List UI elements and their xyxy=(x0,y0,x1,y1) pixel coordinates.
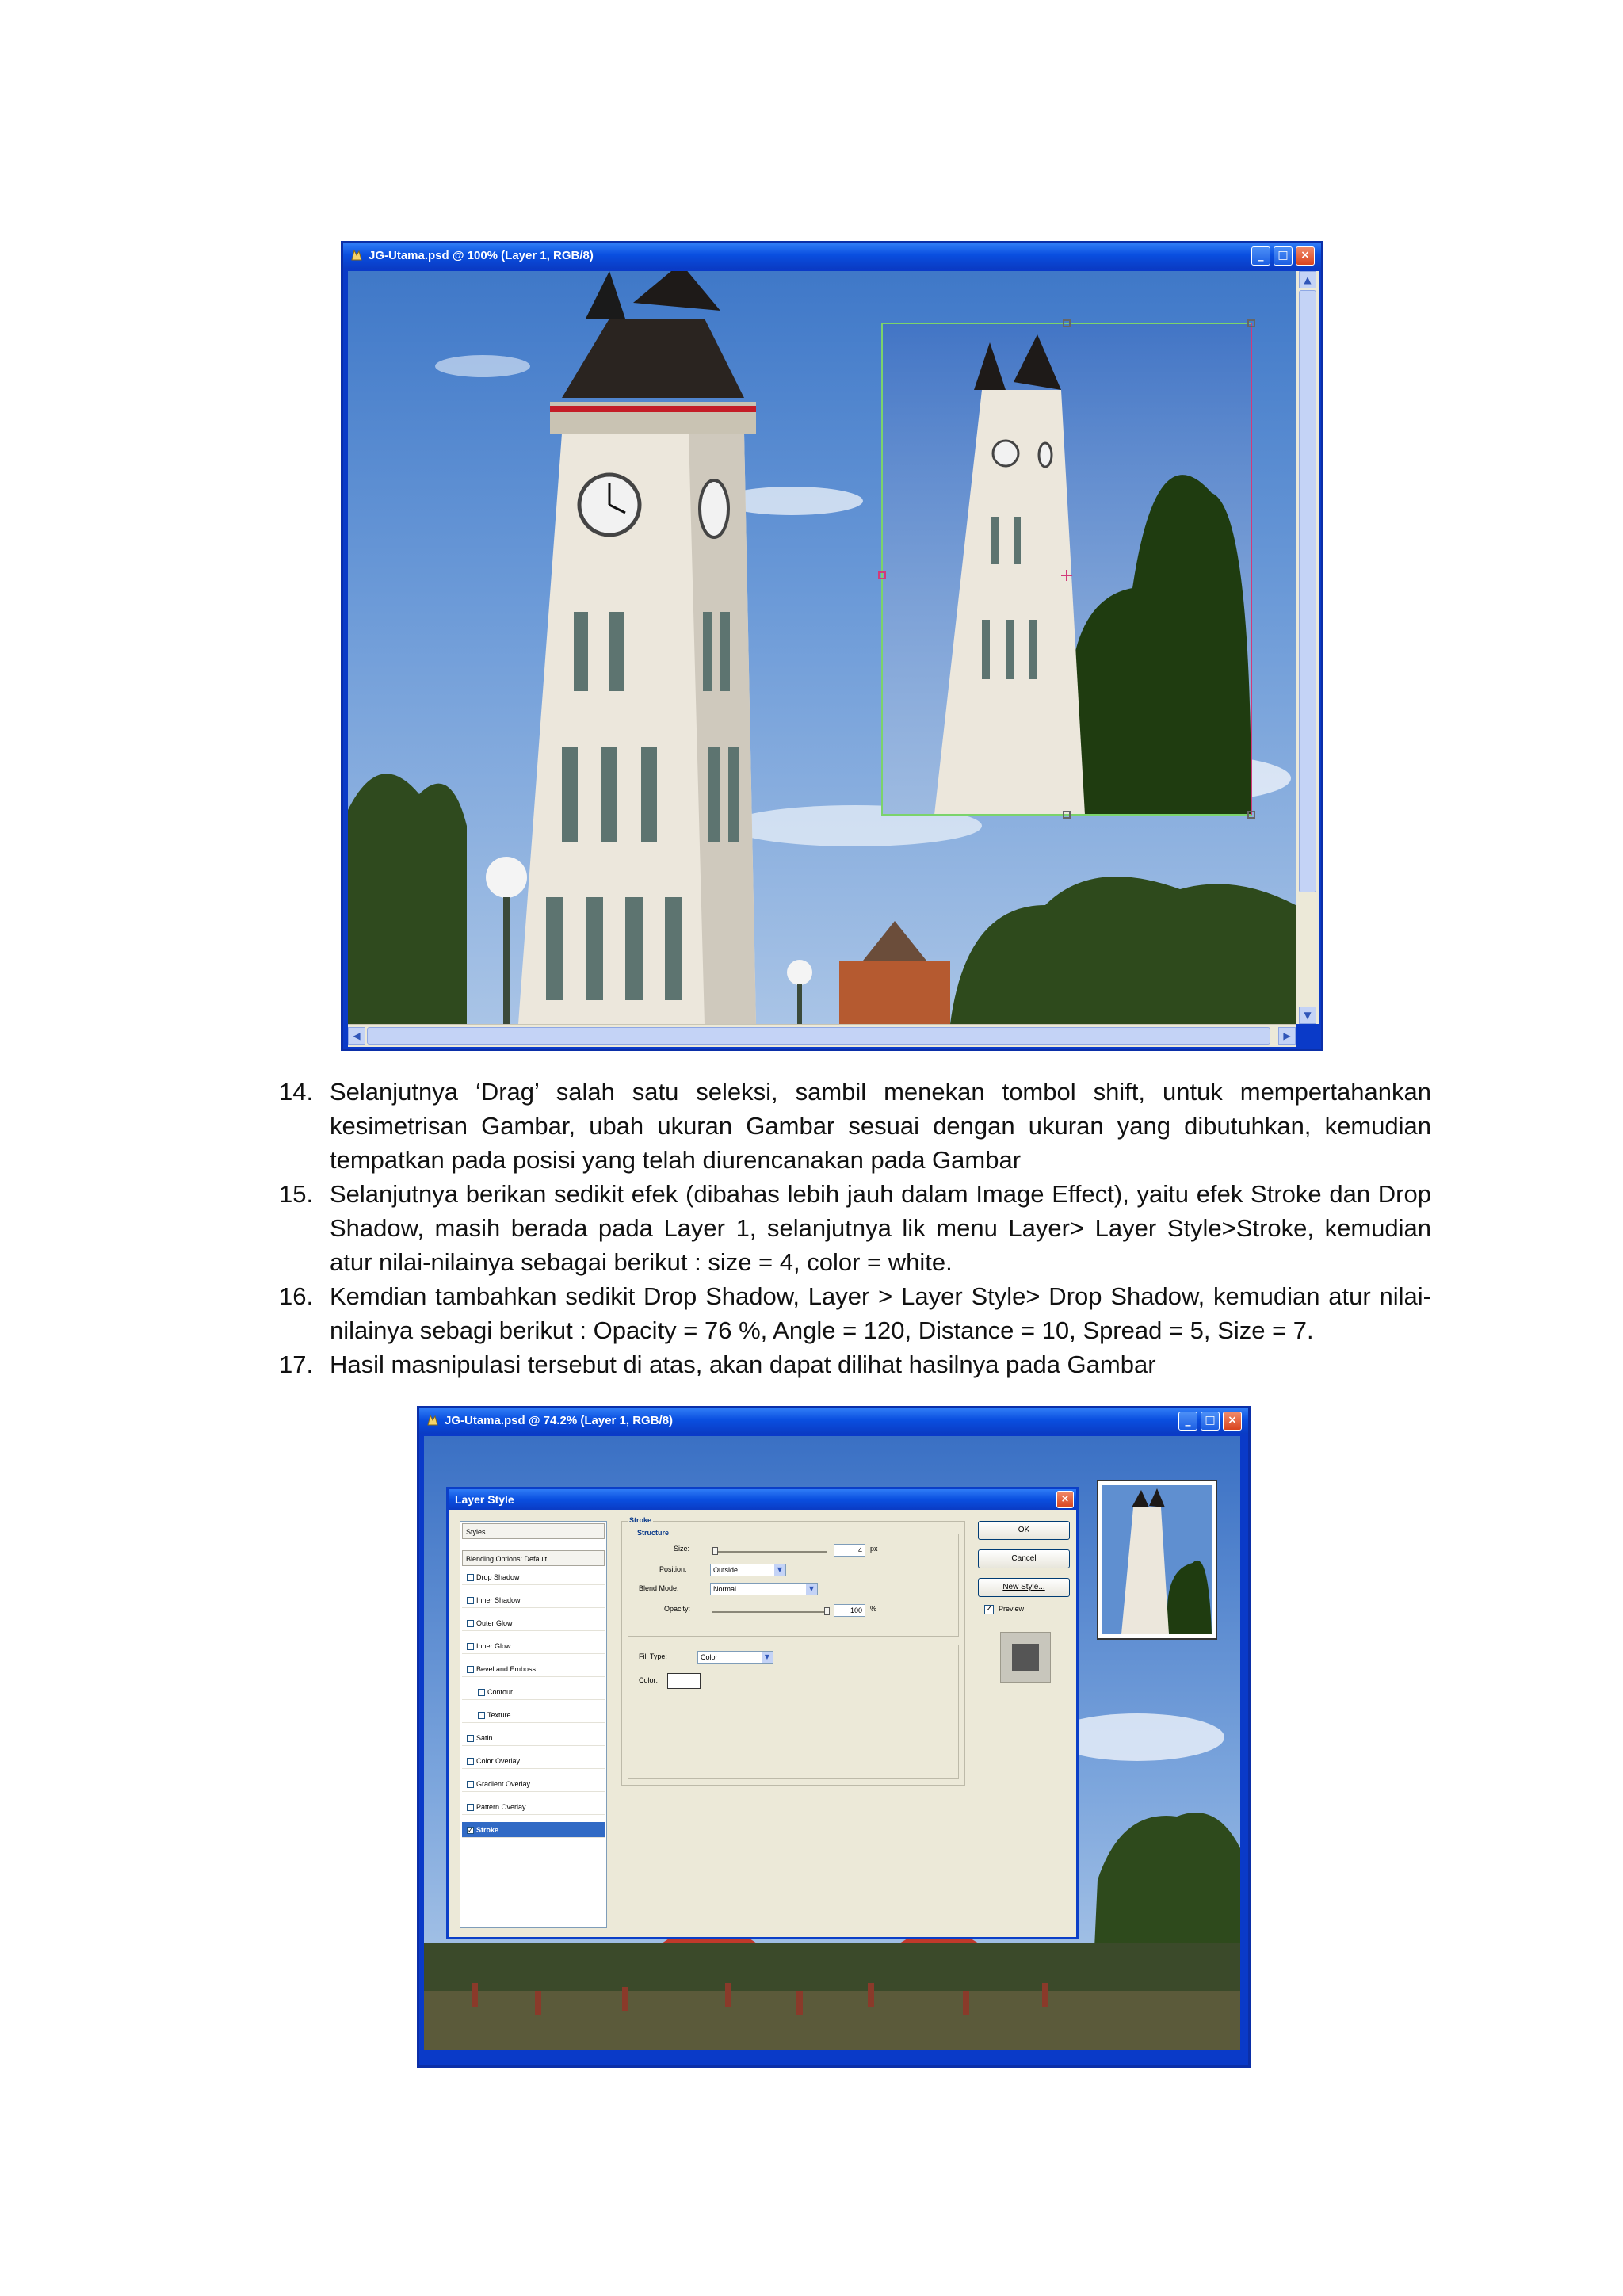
styles-list xyxy=(460,1521,607,1928)
style-item-satin[interactable] xyxy=(462,1730,605,1746)
style-label: Outer Glow xyxy=(476,1619,513,1627)
step-item xyxy=(279,1347,1431,1381)
window-title-bar[interactable] xyxy=(343,243,1321,269)
step-number: 15. xyxy=(279,1180,314,1208)
checkbox-icon[interactable] xyxy=(467,1597,474,1604)
photoshop-document-window-2 xyxy=(417,1406,1251,2068)
step-item xyxy=(279,1075,1431,1177)
vertical-scroll-thumb[interactable] xyxy=(1299,290,1316,892)
fill-type-label: Fill Type: xyxy=(639,1652,667,1660)
chevron-down-icon[interactable]: ▼ xyxy=(762,1652,773,1663)
clock-tower-photo xyxy=(348,271,1296,1024)
close-button[interactable]: × xyxy=(1296,246,1315,266)
preview-checkbox[interactable]: ✓ xyxy=(985,1605,993,1614)
position-label: Position: xyxy=(659,1565,687,1573)
scroll-down-icon[interactable]: ▼ xyxy=(1299,1007,1316,1024)
step-text: Hasil masnipulasi tersebut di atas, akan dapat dilihat hasilnya pada Gambar xyxy=(330,1350,1156,1378)
style-label: Texture xyxy=(487,1711,511,1719)
step-text: Kemdian tambahkan sedikit Drop Shadow, Layer > Layer Style> Drop Shadow, kemudian atur nilai-nilainya sebagi berikut : Opacity = 76 %, Angle = 120, Distance = 10, Spread = 5, Size = 7. xyxy=(330,1282,1431,1344)
step-text: Selanjutnya berikan sedikit efek (dibahas lebih jauh dalam Image Effect), yaitu efek Stroke dan Drop Shadow, masih berada pada Layer 1, selanjutnya lik menu Layer> Layer Style>Stroke, kemudian atur nilai-nilainya sebagai berikut : size = 4, color = white. xyxy=(330,1180,1431,1276)
minimize-button[interactable]: _ xyxy=(1178,1412,1197,1431)
size-label: Size: xyxy=(674,1545,690,1553)
scroll-up-icon[interactable]: ▲ xyxy=(1299,271,1316,288)
scroll-right-icon[interactable]: ▶ xyxy=(1278,1027,1296,1045)
style-label: Drop Shadow xyxy=(476,1573,520,1581)
blend-mode-label: Blend Mode: xyxy=(639,1584,679,1592)
step-number: 17. xyxy=(279,1350,314,1378)
maximize-button[interactable]: □ xyxy=(1201,1412,1220,1431)
preview-square xyxy=(1012,1644,1039,1671)
window-title-bar[interactable] xyxy=(419,1408,1248,1434)
blending-options-item[interactable]: Blending Options: Default xyxy=(462,1550,605,1566)
size-unit: px xyxy=(870,1545,878,1553)
cancel-button[interactable]: Cancel xyxy=(978,1549,1070,1568)
size-slider[interactable] xyxy=(712,1551,827,1553)
step-number: 16. xyxy=(279,1282,314,1310)
style-item-drop-shadow[interactable] xyxy=(462,1569,605,1585)
color-label: Color: xyxy=(639,1676,659,1684)
preview-label: Preview xyxy=(999,1605,1025,1613)
opacity-input[interactable]: 100 xyxy=(834,1604,865,1617)
step-item xyxy=(279,1279,1431,1347)
horizontal-scroll-thumb[interactable] xyxy=(367,1027,1270,1045)
checkbox-icon[interactable] xyxy=(467,1643,474,1650)
blend-mode-value: Normal xyxy=(713,1585,737,1593)
style-label: Pattern Overlay xyxy=(476,1803,526,1811)
checkbox-icon[interactable] xyxy=(478,1689,485,1696)
position-value: Outside xyxy=(713,1566,739,1574)
style-item-pattern-overlay[interactable] xyxy=(462,1799,605,1815)
style-label: Contour xyxy=(487,1688,514,1696)
opacity-unit: % xyxy=(870,1605,877,1613)
style-item-outer-glow[interactable] xyxy=(462,1615,605,1631)
checkbox-icon[interactable] xyxy=(478,1712,485,1719)
style-item-bevel-emboss[interactable] xyxy=(462,1661,605,1677)
checkmark-icon[interactable]: ✓ xyxy=(468,1827,473,1835)
style-item-gradient-overlay[interactable] xyxy=(462,1776,605,1792)
photoshop-app-icon xyxy=(426,1413,440,1427)
style-label: Color Overlay xyxy=(476,1757,521,1765)
layer-style-dialog xyxy=(446,1487,1079,1939)
style-label: Satin xyxy=(476,1734,493,1742)
step-text: Selanjutnya ‘Drag’ salah satu seleksi, sambil menekan tombol shift, untuk mempertahankan kesimetrisan Gambar, ubah ukuran Gambar sesuai dengan ukuran yang dibutuhkan, kemudian tempatkan pada posisi yang telah diurencanakan pada Gambar xyxy=(330,1078,1431,1174)
canvas-photo[interactable] xyxy=(348,271,1296,1024)
blend-mode-select[interactable] xyxy=(710,1583,818,1595)
vertical-scrollbar[interactable] xyxy=(1296,271,1319,1024)
checkbox-icon[interactable] xyxy=(467,1781,474,1788)
window-title: JG-Utama.psd @ 100% (Layer 1, RGB/8) xyxy=(369,249,594,262)
dialog-title[interactable]: Layer Style xyxy=(449,1489,1076,1510)
stroke-group-label: Stroke xyxy=(629,1516,652,1524)
ok-button[interactable]: OK xyxy=(978,1521,1070,1540)
fill-type-select[interactable] xyxy=(697,1651,773,1664)
checkbox-icon[interactable] xyxy=(467,1804,474,1811)
maximize-button[interactable]: □ xyxy=(1274,246,1293,266)
chevron-down-icon[interactable]: ▼ xyxy=(806,1584,817,1595)
scroll-left-icon[interactable]: ◀ xyxy=(348,1027,365,1045)
styles-header[interactable]: Styles xyxy=(462,1523,605,1539)
horizontal-scrollbar[interactable] xyxy=(348,1024,1296,1047)
close-button[interactable]: × xyxy=(1223,1412,1242,1431)
chevron-down-icon[interactable]: ▼ xyxy=(774,1564,785,1576)
minimize-button[interactable]: _ xyxy=(1251,246,1270,266)
opacity-slider[interactable] xyxy=(712,1611,827,1613)
style-item-texture[interactable] xyxy=(462,1707,605,1723)
style-item-stroke[interactable] xyxy=(462,1822,605,1838)
dialog-close-button[interactable]: × xyxy=(1056,1491,1074,1508)
style-label: Bevel and Emboss xyxy=(476,1665,537,1673)
style-label: Inner Shadow xyxy=(476,1596,521,1604)
checkbox-icon[interactable] xyxy=(467,1735,474,1742)
position-select[interactable] xyxy=(710,1564,786,1576)
style-label: Inner Glow xyxy=(476,1642,511,1650)
step-number: 14. xyxy=(279,1078,314,1106)
style-item-contour[interactable] xyxy=(462,1684,605,1700)
instruction-steps xyxy=(279,1075,1431,1381)
fill-type-group xyxy=(628,1645,959,1779)
checkbox-icon[interactable] xyxy=(467,1666,474,1673)
checkbox-icon[interactable] xyxy=(467,1574,474,1581)
style-item-inner-glow[interactable] xyxy=(462,1638,605,1654)
style-label: Gradient Overlay xyxy=(476,1780,531,1788)
checkbox-icon[interactable] xyxy=(467,1620,474,1627)
opacity-label: Opacity: xyxy=(664,1605,691,1613)
canvas-photo[interactable] xyxy=(424,1436,1240,2050)
checkbox-icon[interactable] xyxy=(467,1758,474,1765)
new-style-button[interactable]: New Style... xyxy=(978,1578,1070,1597)
opacity-slider-knob[interactable] xyxy=(824,1607,830,1615)
step-item xyxy=(279,1177,1431,1279)
window-title: JG-Utama.psd @ 74.2% (Layer 1, RGB/8) xyxy=(445,1414,674,1427)
photoshop-app-icon xyxy=(349,248,364,262)
style-item-inner-shadow[interactable] xyxy=(462,1592,605,1608)
preview-swatch xyxy=(1000,1632,1051,1683)
pasted-layer-selection xyxy=(879,320,1254,818)
fill-type-value: Color xyxy=(701,1653,718,1661)
structure-group-label: Structure xyxy=(637,1529,670,1537)
style-item-color-overlay[interactable] xyxy=(462,1753,605,1769)
style-label: Stroke xyxy=(476,1826,499,1834)
size-input[interactable]: 4 xyxy=(834,1544,865,1557)
stroke-color-swatch[interactable] xyxy=(667,1673,701,1689)
photoshop-document-window-1 xyxy=(341,241,1323,1051)
size-slider-knob[interactable] xyxy=(712,1547,718,1555)
